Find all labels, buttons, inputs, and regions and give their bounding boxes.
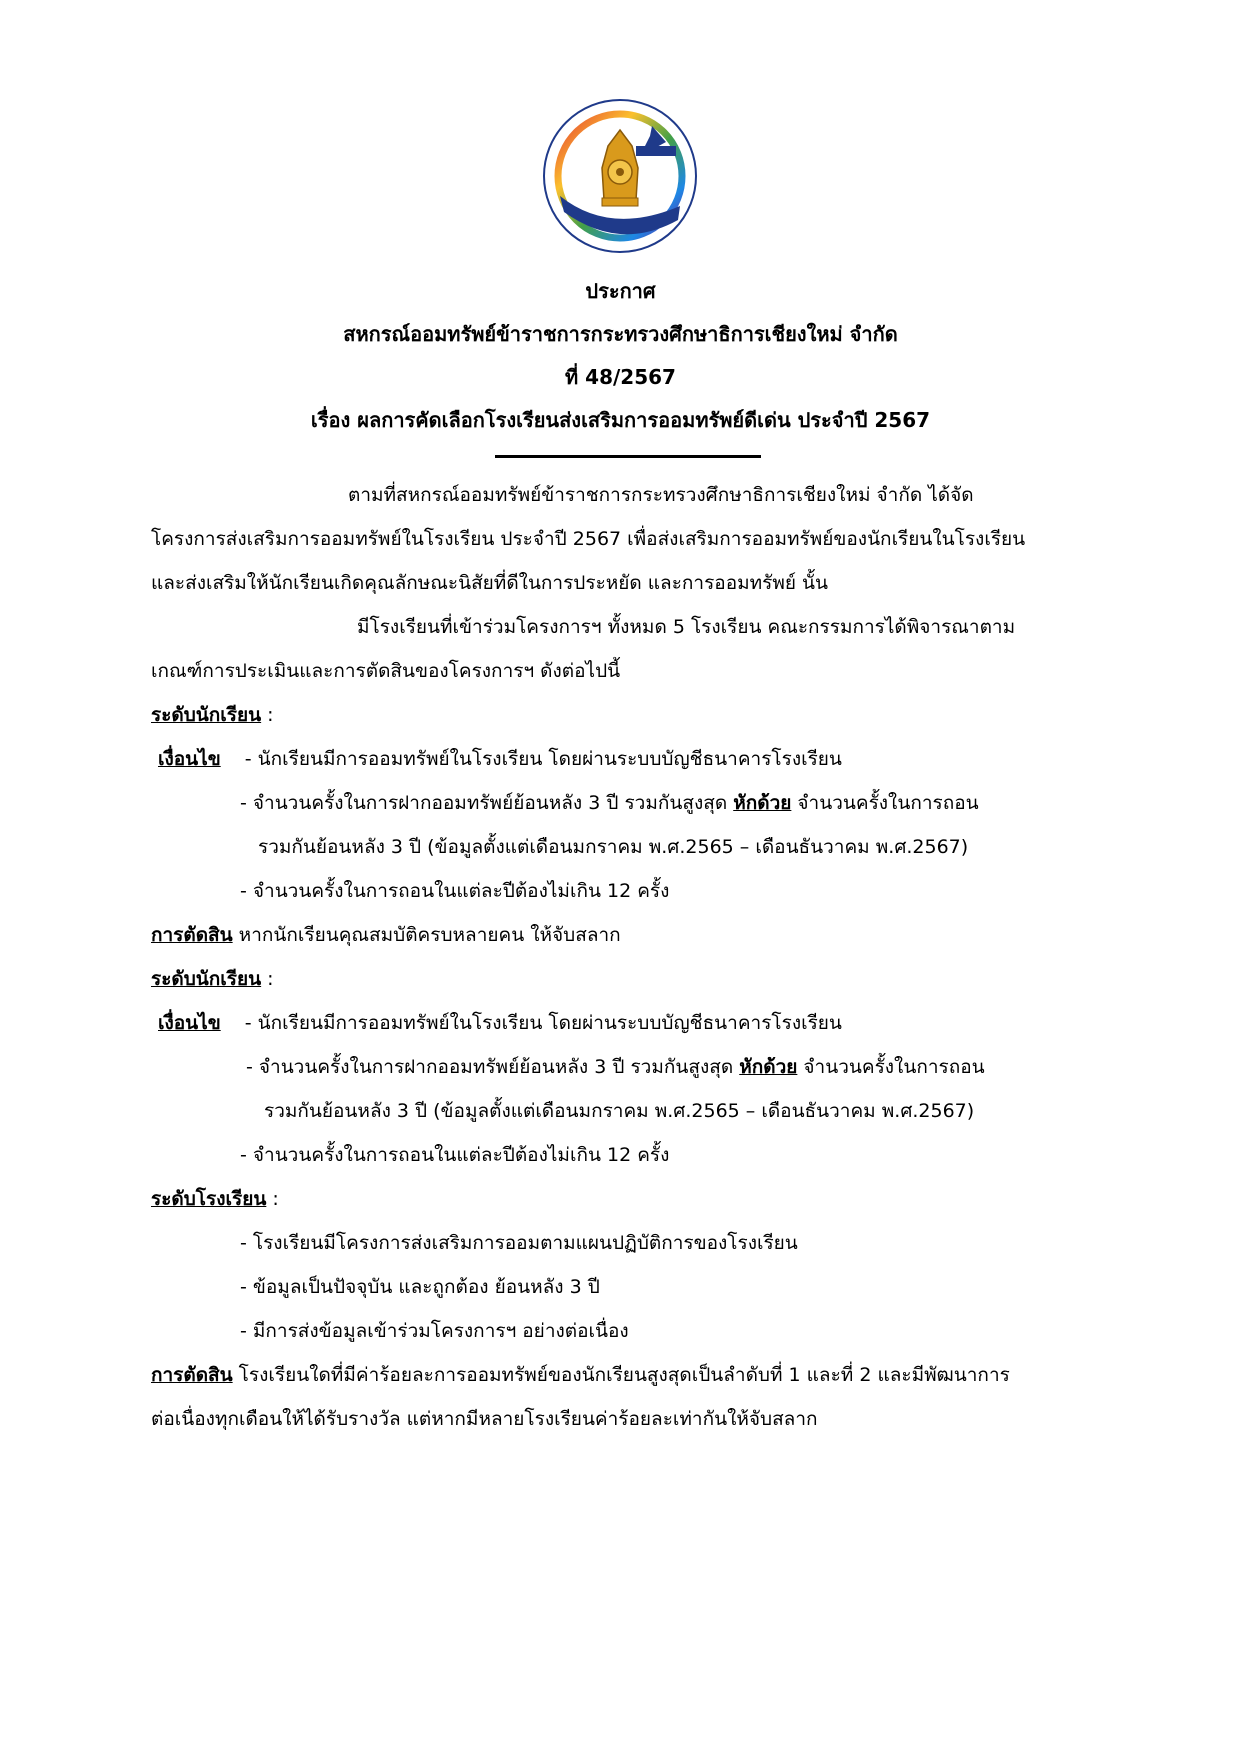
organization-name: สหกรณ์ออมทรัพย์ข้าราชการกระทรวงศึกษาธิการเชียงใหม่ จำกัด bbox=[343, 322, 898, 346]
section3-colon: : bbox=[266, 1188, 279, 1210]
ministry-seal-icon bbox=[540, 96, 700, 256]
section2-cond3: - จำนวนครั้งในการถอนในแต่ละปีต้องไม่เกิน 12 ครั้ง bbox=[240, 1144, 670, 1166]
section2-cond2-bold: หักด้วย bbox=[739, 1056, 798, 1078]
section2-cond2 bbox=[246, 1052, 985, 1082]
section1-decision-text: หากนักเรียนคุณสมบัติครบหลายคน ให้จับสลาก bbox=[232, 924, 621, 946]
section2-colon: : bbox=[261, 968, 274, 990]
section3-decision-cont: ต่อเนื่องทุกเดือนให้ได้รับรางวัล แต่หากมีหลายโรงเรียนค่าร้อยละเท่ากันให้จับสลาก bbox=[151, 1408, 818, 1430]
section2-cond2-text-a: - จำนวนครั้งในการฝากออมทรัพย์ย้อนหลัง 3 ปี รวมกันสูงสุด bbox=[246, 1056, 740, 1078]
section2-cond-label: เงื่อนไข bbox=[158, 1012, 221, 1034]
section1-cond-label: เงื่อนไข bbox=[158, 748, 221, 770]
para2-line1: มีโรงเรียนที่เข้าร่วมโครงการฯ ทั้งหมด 5 โรงเรียน คณะกรรมการได้พิจารณาตาม bbox=[357, 616, 1016, 638]
section1-cond2-text-a: - จำนวนครั้งในการฝากออมทรัพย์ย้อนหลัง 3 ปี รวมกันสูงสุด bbox=[240, 792, 734, 814]
section1-decision-label: การตัดสิน bbox=[151, 924, 233, 946]
section1-cond2-cont: รวมกันย้อนหลัง 3 ปี (ข้อมูลตั้งแต่เดือนมกราคม พ.ศ.2565 – เดือนธันวาคม พ.ศ.2567) bbox=[258, 836, 969, 858]
section1-heading-text: ระดับนักเรียน bbox=[151, 704, 262, 726]
para1-line3: และส่งเสริมให้นักเรียนเกิดคุณลักษณะนิสัยที่ดีในการประหยัด และการออมทรัพย์ นั้น bbox=[151, 572, 829, 594]
title-divider bbox=[495, 455, 761, 458]
section1-cond3: - จำนวนครั้งในการถอนในแต่ละปีต้องไม่เกิน 12 ครั้ง bbox=[240, 880, 670, 902]
section3-decision-text: โรงเรียนใดที่มีค่าร้อยละการออมทรัพย์ของนักเรียนสูงสุดเป็นลำดับที่ 1 และที่ 2 และมีพัฒนาการ bbox=[232, 1364, 1010, 1386]
section3-heading bbox=[151, 1184, 279, 1214]
section1-cond2-bold: หักด้วย bbox=[733, 792, 792, 814]
section1-cond2-text-b: จำนวนครั้งในการถอน bbox=[791, 792, 979, 814]
section3-item2: - ข้อมูลเป็นปัจจุบัน และถูกต้อง ย้อนหลัง 3 ปี bbox=[240, 1276, 600, 1298]
announcement-title: ประกาศ bbox=[585, 279, 656, 303]
organization-logo bbox=[540, 96, 700, 256]
section2-cond2-cont: รวมกันย้อนหลัง 3 ปี (ข้อมูลตั้งแต่เดือนมกราคม พ.ศ.2565 – เดือนธันวาคม พ.ศ.2567) bbox=[264, 1100, 975, 1122]
section2-cond2-text-b: จำนวนครั้งในการถอน bbox=[797, 1056, 985, 1078]
section3-item1: - โรงเรียนมีโครงการส่งเสริมการออมตามแผนปฏิบัติการของโรงเรียน bbox=[240, 1232, 798, 1254]
section3-heading-text: ระดับโรงเรียน bbox=[151, 1188, 267, 1210]
section2-heading-text: ระดับนักเรียน bbox=[151, 968, 262, 990]
section2-heading bbox=[151, 964, 274, 994]
section1-cond2 bbox=[240, 788, 979, 818]
section3-item3: - มีการส่งข้อมูลเข้าร่วมโครงการฯ อย่างต่อเนื่อง bbox=[240, 1320, 629, 1342]
section1-decision bbox=[151, 920, 621, 950]
section1-cond1-text: - นักเรียนมีการออมทรัพย์ในโรงเรียน โดยผ่านระบบบัญชีธนาคารโรงเรียน bbox=[244, 748, 842, 770]
para1-line1: ตามที่สหกรณ์ออมทรัพย์ข้าราชการกระทรวงศึกษาธิการเชียงใหม่ จำกัด ได้จัด bbox=[348, 484, 974, 506]
para2-line2: เกณฑ์การประเมินและการตัดสินของโครงการฯ ดังต่อไปนี้ bbox=[151, 660, 621, 682]
section1-heading bbox=[151, 700, 274, 730]
para1-line2: โครงการส่งเสริมการออมทรัพย์ในโรงเรียน ประจำปี 2567 เพื่อส่งเสริมการออมทรัพย์ของนักเรียนในโรงเรียน bbox=[151, 528, 1026, 550]
announcement-number: ที่ 48/2567 bbox=[565, 365, 676, 389]
section1-colon: : bbox=[261, 704, 274, 726]
announcement-subject: เรื่อง ผลการคัดเลือกโรงเรียนส่งเสริมการออมทรัพย์ดีเด่น ประจำปี 2567 bbox=[310, 408, 931, 432]
section2-cond1 bbox=[158, 1008, 842, 1038]
section3-decision-label: การตัดสิน bbox=[151, 1364, 233, 1386]
section1-cond1 bbox=[158, 744, 842, 774]
section2-cond1-text: - นักเรียนมีการออมทรัพย์ในโรงเรียน โดยผ่านระบบบัญชีธนาคารโรงเรียน bbox=[244, 1012, 842, 1034]
section3-decision bbox=[151, 1360, 1010, 1390]
